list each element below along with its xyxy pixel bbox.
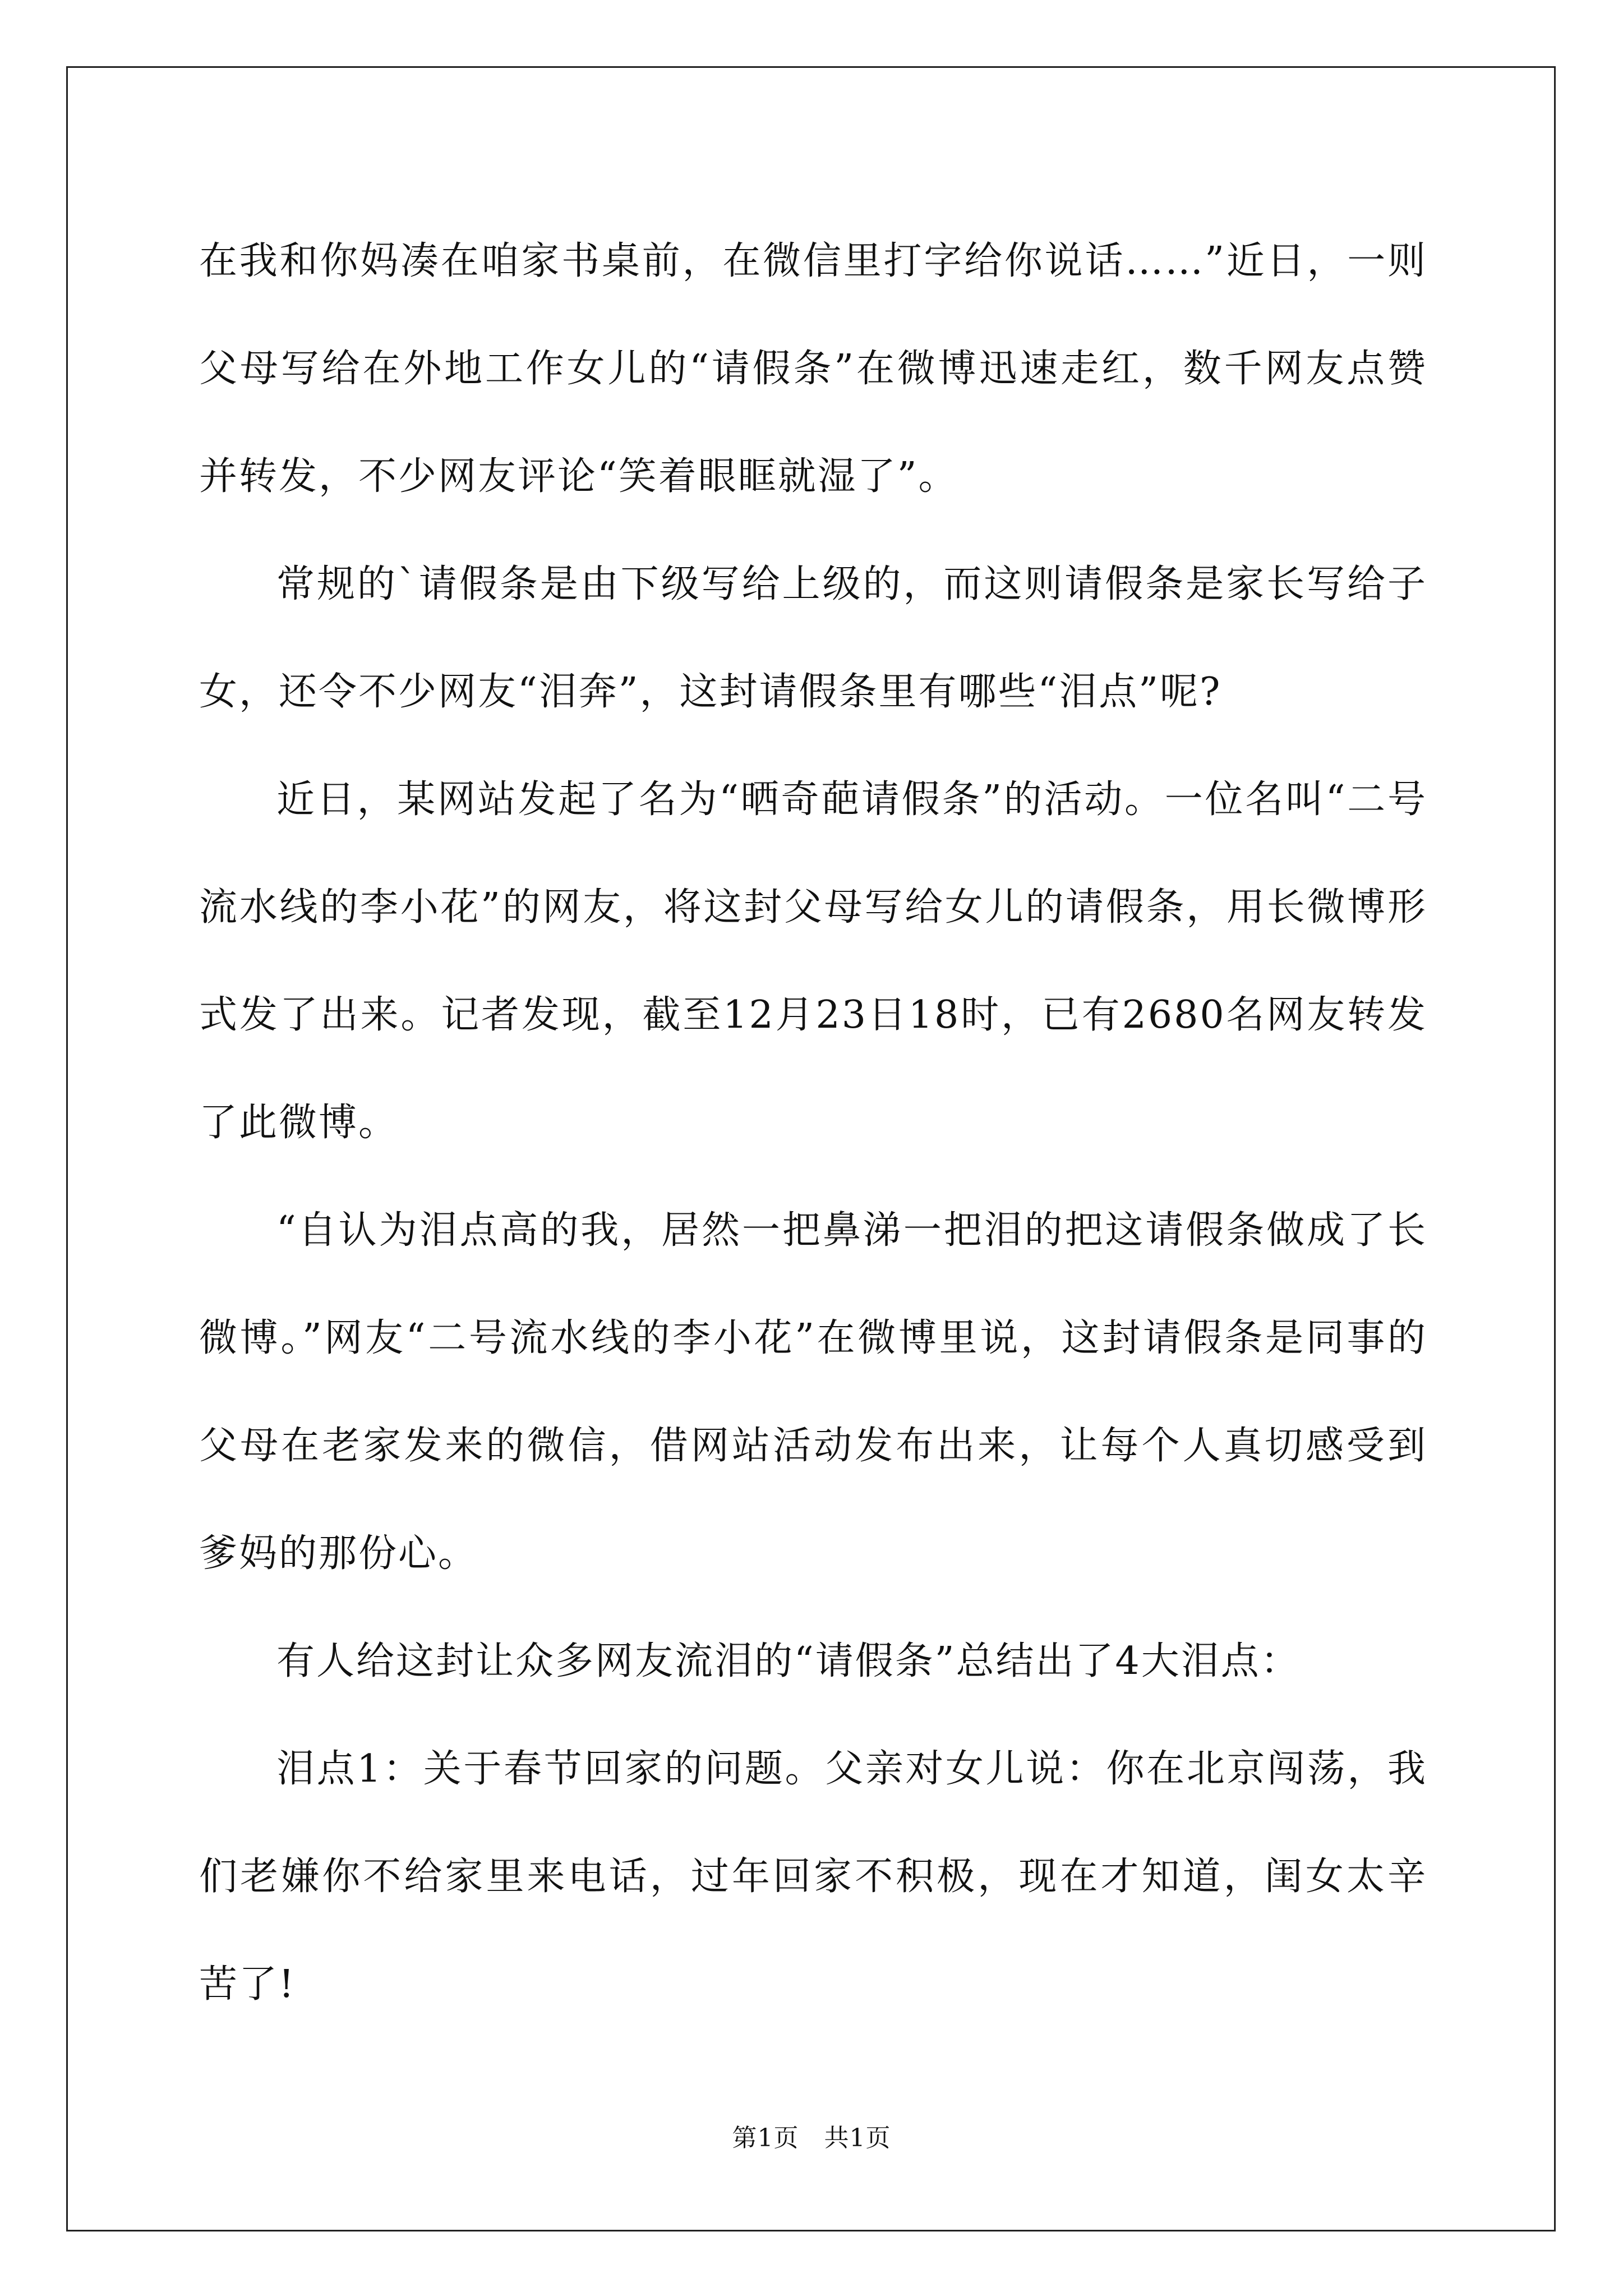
paragraph-6: 泪点1：关于春节回家的问题。父亲对女儿说：你在北京闯荡，我们老嫌你不给家里来电话，过年回家不积极，现在才知道，闺女太辛苦了! <box>199 1747 1427 2007</box>
paragraph-2: 常规的`请假条是由下级写给上级的，而这则请假条是家长写给子女，还令不少网友“泪奔”，这封请假条里有哪些“泪点”呢? <box>199 562 1427 714</box>
page-number-footer: 第1页 共1页 <box>732 2124 891 2152</box>
document-body <box>199 208 1427 2039</box>
paragraph-4: “自认为泪点高的我，居然一把鼻涕一把泪的把这请假条做成了长微博。”网友“二号流水线的李小花”在微博里说，这封请假条是同事的父母在老家发来的微信，借网站活动发布出来，让每个人真切感受到爹妈的那份心。 <box>199 1208 1427 1576</box>
paragraph-5: 有人给这封让众多网友流泪的“请假条”总结出了4大泪点： <box>276 1639 1301 1683</box>
paragraph-3: 近日，某网站发起了名为“晒奇葩请假条”的活动。一位名叫“二号流水线的李小花”的网友，将这封父母写给女儿的请假条，用长微博形式发了出来。记者发现，截至12月23日18时，已有2680名网友转发了此微博。 <box>199 777 1427 1145</box>
paragraph-1: 在我和你妈凑在咱家书桌前，在微信里打字给你说话……”近日，一则父母写给在外地工作女儿的“请假条”在微博迅速走红，数千网友点赞并转发，不少网友评论“笑着眼眶就湿了”。 <box>199 239 1428 499</box>
